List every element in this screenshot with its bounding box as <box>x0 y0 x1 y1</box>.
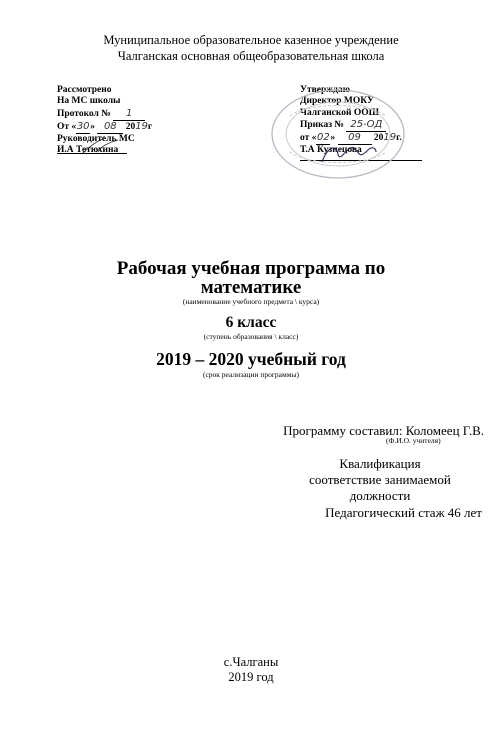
header-line-2: Чалганская основная общеобразовательная школа <box>117 49 385 63</box>
footer-year: 2019 год <box>228 670 274 684</box>
header-line-1: Муниципальное образовательное казенное учреждение <box>103 33 399 47</box>
order-year-handwritten: 19 <box>383 132 397 144</box>
head-name: И.А Тетюхина <box>57 145 119 156</box>
meeting-label: На МС школы <box>57 96 121 107</box>
program-title-line-1: Рабочая учебная программа по <box>116 258 386 279</box>
date-day-handwritten: 30 <box>76 120 90 132</box>
director-label: Директор МОКУ <box>300 96 374 107</box>
grade-block <box>0 314 502 341</box>
date-month-handwritten: 08 <box>103 120 117 132</box>
footer-place: с.Чалганы <box>223 655 279 669</box>
qualification-line-1: Квалификация <box>339 456 421 471</box>
director-signature-scribble <box>318 138 378 168</box>
qualification-line-3: должности <box>349 488 411 503</box>
grade-caption: (ступень образования \ класс) <box>203 332 299 341</box>
author-caption: (Ф.И.О. учителя) <box>386 436 441 445</box>
order-number-handwritten: 25-ОД <box>350 118 383 130</box>
order-date-line: от «02» 09 2019г. <box>300 132 402 145</box>
year-block <box>0 349 502 379</box>
left-signature-scribble <box>80 136 120 156</box>
head-title: Руководитель МС <box>57 134 135 145</box>
qualification-block <box>280 456 480 504</box>
approve-label: Утверждаю <box>300 85 350 95</box>
year-caption: (срок реализации программы) <box>202 370 300 379</box>
order-month-handwritten: 09 <box>348 132 361 144</box>
protocol-date-line: От «30» 08 2019г <box>57 121 152 134</box>
program-title-block <box>0 259 502 306</box>
compiled-by: Программу составил: Коломеец Г.В. <box>283 423 484 438</box>
order-day-handwritten: 02 <box>317 132 330 144</box>
qualification-line-2: соответствие занимаемой <box>309 472 451 487</box>
school-stamp <box>268 86 408 186</box>
school-header <box>0 32 502 64</box>
date-year-handwritten: 19 <box>135 120 148 132</box>
program-title-line-2: математике <box>200 277 302 298</box>
subject-caption: (наименование учебного предмета \ курса) <box>182 297 320 306</box>
academic-year: 2019 – 2020 учебный год <box>156 349 346 369</box>
order-line: Приказ № 25-ОД <box>300 119 402 132</box>
considered-label: Рассмотрено <box>57 85 112 95</box>
grade-label: 6 класс <box>225 314 277 331</box>
protocol-line: Протокол № 1 <box>57 108 152 121</box>
footer <box>0 655 502 685</box>
director-name: Т.А Кузнецова <box>300 145 362 156</box>
protocol-number-handwritten: 1 <box>126 107 133 119</box>
school-label: Чалганской ООШ <box>300 107 380 118</box>
teaching-experience: Педагогический стаж 46 лет <box>325 505 482 520</box>
